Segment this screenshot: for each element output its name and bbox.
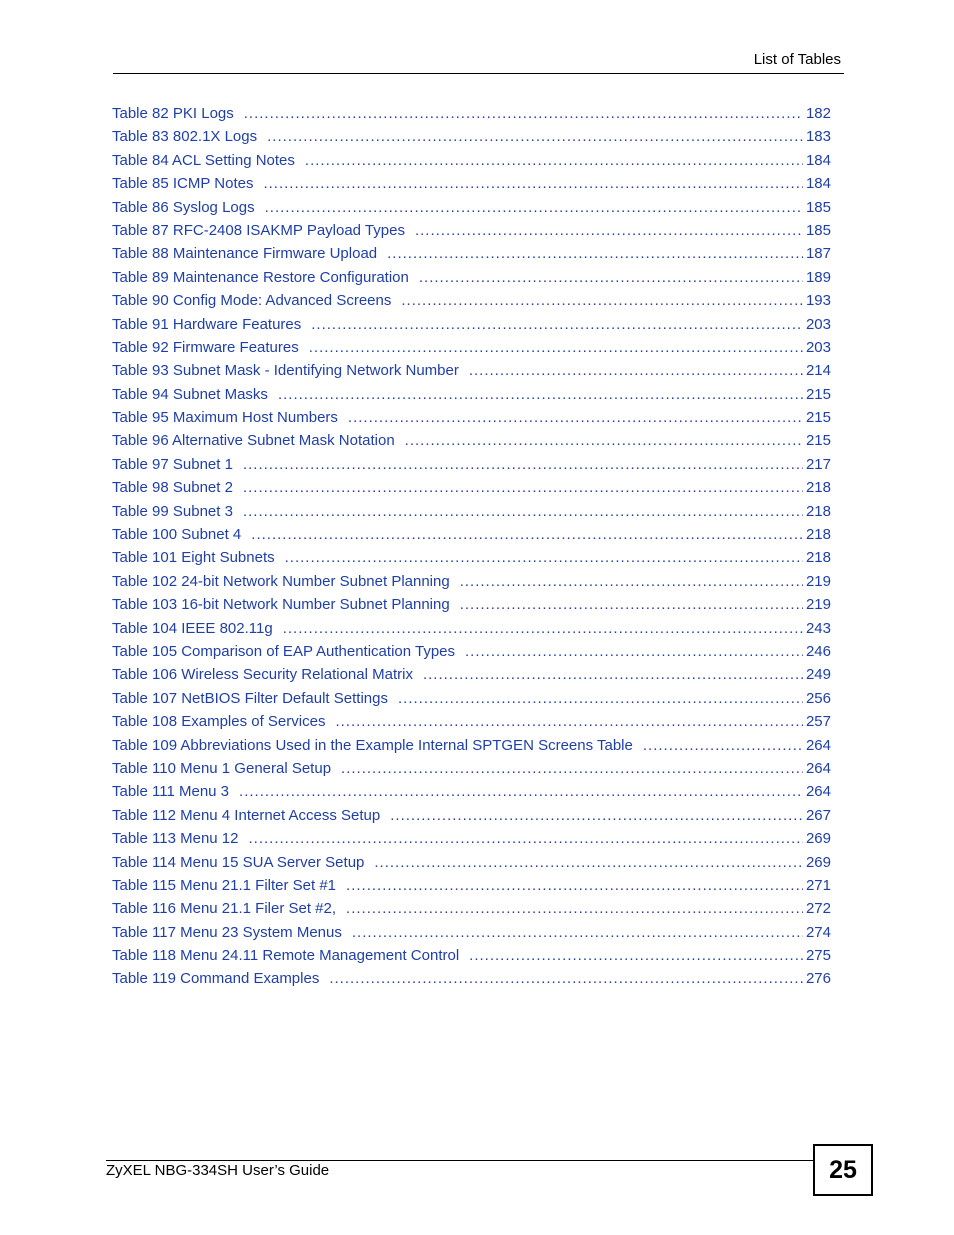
toc-entry-page[interactable]: 185 (805, 221, 831, 239)
page-number: 25 (829, 1155, 857, 1184)
toc-entry-page[interactable]: 271 (805, 876, 831, 894)
toc-entry[interactable] (112, 924, 831, 947)
toc-dot-leader (390, 807, 803, 824)
toc-entry-page[interactable]: 269 (805, 830, 831, 848)
toc-entry[interactable] (112, 432, 831, 455)
toc-entry-label[interactable]: Table 103 16-bit Network Number Subnet Planning (112, 596, 450, 614)
toc-entry[interactable] (112, 339, 831, 362)
toc-entry-page[interactable]: 264 (805, 783, 831, 801)
toc-entry[interactable] (112, 947, 831, 970)
toc-dot-leader (465, 643, 803, 660)
toc-dot-leader (643, 737, 803, 754)
toc-dot-leader (419, 269, 803, 286)
toc-entry-label[interactable]: Table 88 Maintenance Firmware Upload (112, 245, 378, 263)
toc-entry-page[interactable]: 218 (805, 549, 831, 567)
header-divider (113, 73, 844, 74)
toc-dot-leader (248, 830, 802, 847)
toc-entry-page[interactable]: 249 (805, 666, 831, 684)
toc-entry-label[interactable]: Table 94 Subnet Masks (112, 385, 268, 403)
toc-entry[interactable] (112, 456, 831, 479)
toc-entry-label[interactable]: Table 107 NetBIOS Filter Default Settings (112, 689, 388, 707)
toc-entry[interactable] (112, 690, 831, 713)
toc-entry-page[interactable]: 264 (805, 759, 831, 777)
toc-entry-page[interactable]: 218 (805, 502, 831, 520)
running-header-title: List of Tables (753, 51, 841, 68)
toc-entry[interactable] (112, 503, 831, 526)
toc-entry[interactable] (112, 362, 831, 385)
footer-divider (106, 1160, 814, 1161)
toc-entry-label[interactable]: Table 114 Menu 15 SUA Server Setup (112, 853, 365, 871)
toc-entry-page[interactable]: 243 (805, 619, 831, 637)
toc-dot-leader (305, 152, 803, 169)
toc-dot-leader (265, 199, 803, 216)
toc-entry[interactable] (112, 713, 831, 736)
toc-entry-label[interactable]: Table 89 Maintenance Restore Configuration (112, 268, 409, 286)
toc-dot-leader (239, 783, 803, 800)
toc-entry-label[interactable]: Table 87 RFC-2408 ISAKMP Payload Types (112, 221, 405, 239)
toc-entry-page[interactable]: 269 (805, 853, 831, 871)
toc-entry[interactable] (112, 596, 831, 619)
toc-dot-leader (278, 386, 803, 403)
toc-entry-label[interactable]: Table 91 Hardware Features (112, 315, 302, 333)
toc-entry-page[interactable]: 219 (805, 596, 831, 614)
toc-dot-leader (251, 526, 803, 543)
toc-entry-label[interactable]: Table 100 Subnet 4 (112, 526, 242, 544)
toc-dot-leader (329, 970, 803, 987)
toc-dot-leader (469, 947, 803, 964)
toc-dot-leader (401, 292, 803, 309)
toc-entry-label[interactable]: Table 83 802.1X Logs (112, 128, 258, 146)
toc-entry[interactable] (112, 854, 831, 877)
toc-entry-page[interactable]: 256 (805, 689, 831, 707)
toc-entry[interactable] (112, 643, 831, 666)
toc-entry-page[interactable]: 257 (805, 713, 831, 731)
toc-dot-leader (460, 573, 803, 590)
toc-entry-page[interactable]: 189 (805, 268, 831, 286)
toc-entry[interactable] (112, 526, 831, 549)
toc-entry-label[interactable]: Table 84 ACL Setting Notes (112, 151, 295, 169)
toc-entry-label[interactable]: Table 93 Subnet Mask - Identifying Network Number (112, 362, 459, 380)
toc-entry-page[interactable]: 214 (805, 362, 831, 380)
toc-entry-label[interactable]: Table 111 Menu 3 (112, 783, 230, 801)
toc-entry[interactable] (112, 737, 831, 760)
toc-entry[interactable] (112, 970, 831, 993)
toc-entry-page[interactable]: 218 (805, 526, 831, 544)
toc-entry-label[interactable]: Table 90 Config Mode: Advanced Screens (112, 292, 392, 310)
toc-entry[interactable] (112, 152, 831, 175)
toc-entry-label[interactable]: Table 99 Subnet 3 (112, 502, 233, 520)
toc-dot-leader (469, 362, 803, 379)
toc-entry-page[interactable]: 203 (805, 338, 831, 356)
toc-entry[interactable] (112, 175, 831, 198)
toc-dot-leader (243, 479, 803, 496)
toc-entry-label[interactable]: Table 115 Menu 21.1 Filter Set #1 (112, 876, 337, 894)
toc-entry-label[interactable]: Table 85 ICMP Notes (112, 175, 254, 193)
toc-entry-label[interactable]: Table 102 24-bit Network Number Subnet Planning (112, 572, 450, 590)
toc-entry[interactable] (112, 199, 831, 222)
toc-dot-leader (309, 339, 803, 356)
toc-entry-label[interactable]: Table 117 Menu 23 System Menus (112, 923, 342, 941)
toc-dot-leader (398, 690, 803, 707)
toc-entry[interactable] (112, 245, 831, 268)
toc-entry-label[interactable]: Table 118 Menu 24.11 Remote Management Control (112, 947, 460, 965)
toc-entry[interactable] (112, 620, 831, 643)
toc-entry-label[interactable]: Table 95 Maximum Host Numbers (112, 409, 338, 427)
toc-entry-label[interactable]: Table 109 Abbreviations Used in the Example Internal SPTGEN Screens Table (112, 736, 633, 754)
toc-entry[interactable] (112, 783, 831, 806)
toc-entry[interactable] (112, 900, 831, 923)
toc-dot-leader (387, 245, 803, 262)
toc-entry-label[interactable]: Table 119 Command Examples (112, 970, 320, 988)
toc-entry-label[interactable]: Table 86 Syslog Logs (112, 198, 255, 216)
toc-entry[interactable] (112, 666, 831, 689)
toc-entry[interactable] (112, 269, 831, 292)
toc-entry-page[interactable]: 219 (805, 572, 831, 590)
toc-entry-page[interactable]: 187 (805, 245, 831, 263)
toc-entry-page[interactable]: 275 (805, 947, 831, 965)
toc-entry[interactable] (112, 316, 831, 339)
toc-entry[interactable] (112, 549, 831, 572)
toc-entry-label[interactable]: Table 97 Subnet 1 (112, 455, 233, 473)
toc-dot-leader (244, 105, 803, 122)
toc-dot-leader (415, 222, 803, 239)
toc-dot-leader (285, 549, 803, 566)
toc-entry[interactable] (112, 386, 831, 409)
toc-entry-page[interactable]: 217 (805, 455, 831, 473)
toc-entry-page[interactable]: 218 (805, 479, 831, 497)
toc-dot-leader (341, 760, 803, 777)
toc-entry[interactable] (112, 292, 831, 315)
toc-entry-page[interactable]: 267 (805, 806, 831, 824)
toc-entry-page[interactable]: 215 (805, 385, 831, 403)
toc-dot-leader (263, 175, 803, 192)
toc-entry[interactable] (112, 573, 831, 596)
toc-dot-leader (348, 409, 803, 426)
toc-entry-label[interactable]: Table 82 PKI Logs (112, 105, 234, 122)
toc-dot-leader (311, 316, 803, 333)
toc-entry-label[interactable]: Table 116 Menu 21.1 Filer Set #2, (112, 900, 337, 918)
toc-entry[interactable] (112, 479, 831, 502)
toc-entry-label[interactable]: Table 105 Comparison of EAP Authentication Types (112, 642, 456, 660)
toc-entry-page[interactable]: 215 (805, 409, 831, 427)
toc-entry-label[interactable]: Table 104 IEEE 802.11g (112, 619, 273, 637)
toc-dot-leader (374, 854, 803, 871)
toc-dot-leader (405, 432, 803, 449)
toc-entry-page[interactable]: 272 (805, 900, 831, 918)
list-of-tables (112, 105, 831, 994)
toc-entry-page[interactable]: 184 (805, 151, 831, 169)
toc-entry-page[interactable]: 184 (805, 175, 831, 193)
toc-dot-leader (423, 666, 803, 683)
toc-entry-label[interactable]: Table 96 Alternative Subnet Mask Notation (112, 432, 395, 450)
toc-entry[interactable] (112, 128, 831, 151)
toc-entry-page[interactable]: 183 (805, 128, 831, 146)
toc-dot-leader (352, 924, 803, 941)
toc-dot-leader (346, 877, 803, 894)
toc-entry-page[interactable]: 264 (805, 736, 831, 754)
toc-entry[interactable] (112, 105, 831, 128)
toc-entry-page[interactable]: 274 (805, 923, 831, 941)
toc-dot-leader (460, 596, 803, 613)
toc-dot-leader (335, 713, 803, 730)
toc-entry[interactable] (112, 222, 831, 245)
toc-entry[interactable] (112, 877, 831, 900)
toc-dot-leader (243, 503, 803, 520)
toc-dot-leader (346, 900, 803, 917)
toc-entry-label[interactable]: Table 98 Subnet 2 (112, 479, 233, 497)
footer-guide-title: ZyXEL NBG-334SH User’s Guide (106, 1162, 330, 1179)
toc-entry-label[interactable]: Table 92 Firmware Features (112, 338, 299, 356)
toc-entry-label[interactable]: Table 113 Menu 12 (112, 830, 239, 848)
toc-entry-page[interactable]: 203 (805, 315, 831, 333)
toc-entry-label[interactable]: Table 106 Wireless Security Relational Matrix (112, 666, 413, 684)
toc-entry-page[interactable]: 276 (805, 970, 831, 988)
toc-entry-label[interactable]: Table 112 Menu 4 Internet Access Setup (112, 806, 381, 824)
toc-entry-page[interactable]: 246 (805, 642, 831, 660)
toc-entry-label[interactable]: Table 108 Examples of Services (112, 713, 326, 731)
toc-dot-leader (267, 128, 803, 145)
toc-entry[interactable] (112, 409, 831, 432)
toc-entry-page[interactable]: 182 (805, 105, 831, 122)
toc-entry[interactable] (112, 807, 831, 830)
toc-entry[interactable] (112, 830, 831, 853)
toc-entry-page[interactable]: 215 (805, 432, 831, 450)
toc-entry[interactable] (112, 760, 831, 783)
page-number-box (813, 1144, 873, 1196)
toc-dot-leader (243, 456, 803, 473)
toc-entry-label[interactable]: Table 101 Eight Subnets (112, 549, 275, 567)
toc-entry-label[interactable]: Table 110 Menu 1 General Setup (112, 759, 332, 777)
toc-dot-leader (283, 620, 803, 637)
toc-entry-page[interactable]: 193 (805, 292, 831, 310)
toc-entry-page[interactable]: 185 (805, 198, 831, 216)
